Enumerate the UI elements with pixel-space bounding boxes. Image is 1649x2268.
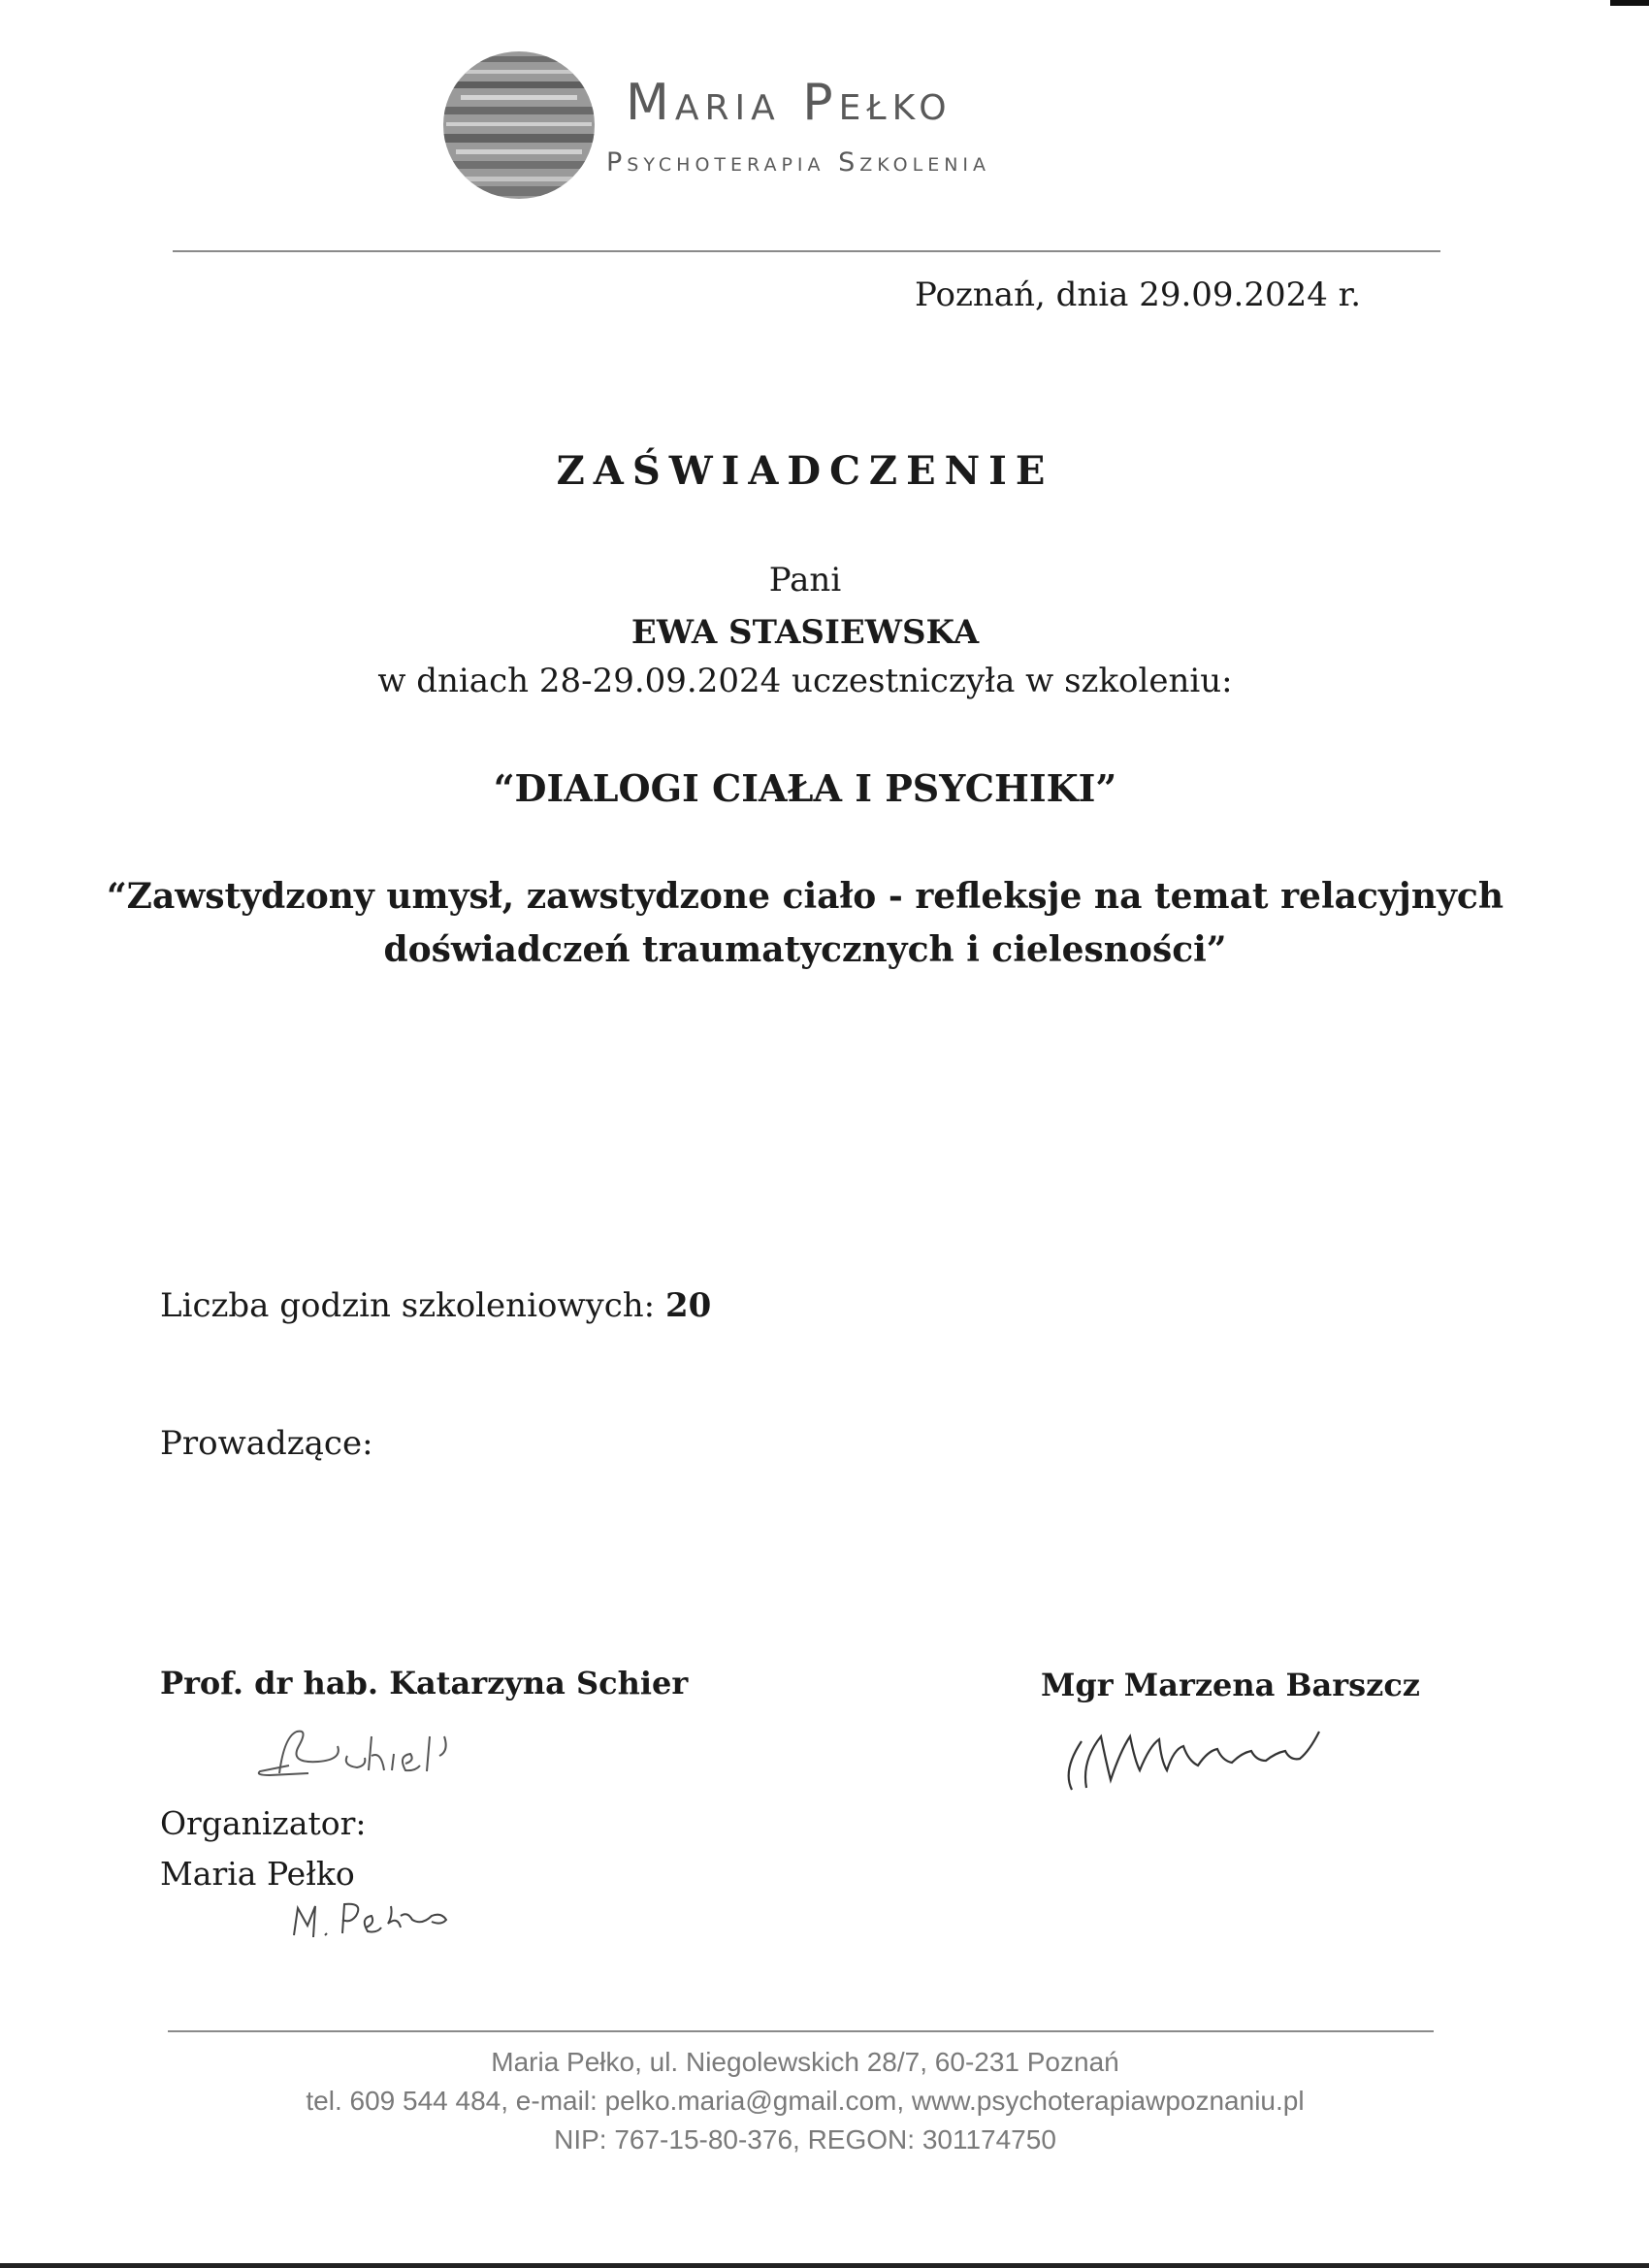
organizer-name: Maria Pełko — [160, 1855, 355, 1893]
training-hours-label: Liczba godzin szkoleniowych: — [160, 1286, 656, 1325]
course-subtitle-line-2: doświadczeń traumatycznych i cielesności” — [383, 929, 1227, 970]
brand-tagline: Psychoterapia Szkolenia — [606, 147, 991, 178]
footer-contact: tel. 609 544 484, e-mail: pelko.maria@gmail.com, www.psychoterapiawpoznaniu.pl — [306, 2086, 1305, 2116]
document-title: ZAŚWIADCZENIE — [556, 448, 1054, 494]
training-hours — [160, 1286, 711, 1325]
brand-name: Maria Pełko — [626, 74, 953, 132]
leader-name-1: Prof. dr hab. Katarzyna Schier — [160, 1665, 689, 1701]
leaders-label: Prowadzące: — [160, 1424, 373, 1463]
course-subtitle-line-1: “Zawstydzony umysł, zawstydzone ciało - refleksje na temat relacyjnych — [106, 876, 1504, 917]
footer-address: Maria Pełko, ul. Niegolewskich 28/7, 60-231 Poznań — [491, 2047, 1119, 2077]
footer-divider — [168, 2030, 1434, 2032]
leader-name-2: Mgr Marzena Barszcz — [1041, 1667, 1420, 1703]
salutation: Pani — [768, 561, 842, 599]
scan-edge-bottom — [0, 2263, 1649, 2268]
footer-registration: NIP: 767-15-80-376, REGON: 301174750 — [554, 2124, 1056, 2155]
course-title: “DIALOGI CIAŁA I PSYCHIKI” — [493, 766, 1117, 810]
brand-logo-icon — [441, 49, 597, 202]
signature-barszcz — [1052, 1712, 1343, 1799]
participant-name: EWA STASIEWSKA — [630, 613, 980, 652]
scan-edge-mark — [1610, 0, 1649, 6]
signature-pelko — [286, 1887, 461, 1945]
signature-schier — [250, 1717, 483, 1785]
participation-text: w dniach 28-29.09.2024 uczestniczyła w szkoleniu: — [377, 662, 1233, 700]
training-hours-value: 20 — [664, 1286, 712, 1325]
place-date: Poznań, dnia 29.09.2024 r. — [915, 275, 1361, 314]
header-divider — [173, 250, 1440, 252]
organizer-label: Organizator: — [160, 1804, 367, 1842]
